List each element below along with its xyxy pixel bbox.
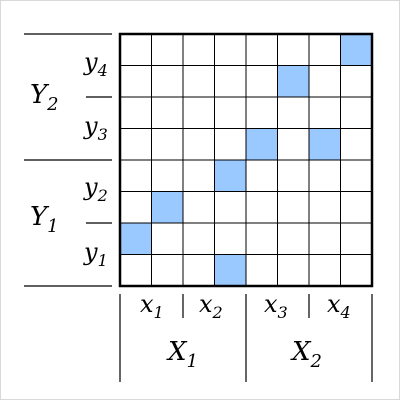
col-group-label-x2: $X_2$: [292, 337, 322, 372]
col-group-label-x1: $X_1$: [168, 337, 198, 372]
row-group-label-y2: $Y_2$: [30, 80, 59, 115]
highlighted-cell: [278, 66, 310, 98]
row-label-y1: $y_1$: [84, 238, 108, 270]
highlighted-cell: [309, 129, 341, 161]
highlighted-cell: [341, 34, 373, 66]
row-label-y3: $y_3$: [84, 112, 108, 144]
highlighted-cell: [215, 255, 247, 287]
col-label-x2: $x_2$: [199, 290, 223, 322]
highlighted-cell: [120, 223, 152, 255]
row-label-y2: $y_2$: [84, 173, 108, 205]
col-label-x1: $x_1$: [140, 290, 164, 322]
row-group-label-y1: $Y_1$: [30, 202, 59, 237]
highlighted-cell: [246, 129, 278, 161]
row-label-y4: $y_4$: [84, 48, 108, 80]
col-label-x3: $x_3$: [264, 290, 288, 322]
highlighted-cell: [215, 160, 247, 192]
col-label-x4: $x_4$: [327, 290, 351, 322]
grid-lines: [120, 34, 372, 286]
highlighted-cell: [152, 192, 184, 224]
